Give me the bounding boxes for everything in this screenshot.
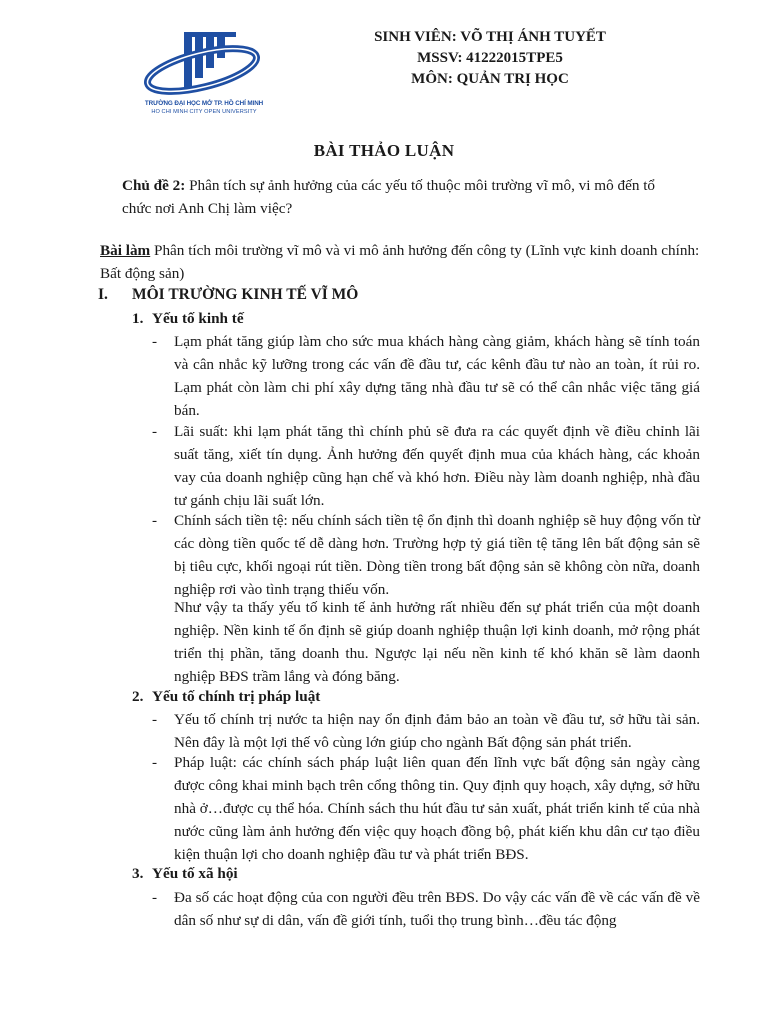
factor-title: Yếu tố chính trị pháp luật (152, 688, 321, 705)
dash-bullet-icon: - (152, 711, 158, 728)
logo-university-name-en: HO CHI MINH CITY OPEN UNIVERSITY (151, 109, 257, 115)
university-logo (138, 28, 270, 124)
logo-university-name-vi: TRƯỜNG ĐẠI HỌC MỞ TP. HỒ CHÍ MINH (144, 100, 264, 107)
student-name: SINH VIÊN: VÕ THỊ ÁNH TUYẾT (374, 29, 606, 45)
topic-label: Chủ đề 2: (122, 177, 186, 194)
student-id: MSSV: 41222015TPE5 (417, 50, 563, 66)
factor-heading (132, 307, 244, 330)
bullet-text: Lạm phát tăng giúp làm cho sức mua khách hàng càng giảm, khách hàng sẽ tính toán và cân nhắc kỹ lưỡng trong các vấn đề đầu tư, các kênh đầu tư nào an toàn, ít rủi ro. Lạm phát còn làm chi phí xây dựng tăng nhà đầu tư sẽ có thể cân nhắc việc tăng giá bán. (174, 333, 700, 419)
factor-number: 2. (132, 688, 144, 705)
bullet-text: Chính sách tiền tệ: nếu chính sách tiền tệ ổn định thì doanh nghiệp sẽ huy động vốn từ các dòng tiền quốc tế dễ dàng hơn. Trường hợp tỷ giá tiền tệ tăng lên bất động sản sẽ bị tiêu cực, khối ngoại rút tiền. Dòng tiền trong bất động sản sẽ không còn nữa, doanh nghiệp rơi vào tình trạng thiếu vốn. (174, 512, 700, 598)
topic-paragraph (122, 174, 662, 220)
factor-title: Yếu tố kinh tế (152, 310, 244, 327)
conclusion-paragraph: Như vậy ta thấy yếu tố kinh tế ảnh hưởng rất nhiều đến sự phát triển của một doanh nghiệp. Nền kinh tế ổn định sẽ giúp doanh nghiệp thuận lợi kinh doanh, mở rộng phát triển thị phần, tăng doanh thu. Ngược lại nếu nền kinh tế khó khăn sẽ làm daonh nghiệp BĐS trầm lắng và đóng băng. (174, 599, 700, 685)
dash-bullet-icon: - (152, 889, 158, 906)
bullet-text: Đa số các hoạt động của con người đều trên BĐS. Do vậy các vấn đề về các vấn đề về dân số như sự di dân, vấn đề giới tính, tuổi thọ trung bình…đều tác động (174, 889, 700, 929)
bullet-text: Yếu tố chính trị nước ta hiện nay ổn định đảm bảo an toàn về đầu tư, sở hữu tài sản. Nên đây là một lợi thế vô cùng lớn giúp cho ngành Bất động sản phát triển. (174, 711, 700, 751)
section-number: I. (98, 286, 108, 303)
work-label: Bài làm (100, 242, 151, 259)
bullet-text: Lãi suất: khi lạm phát tăng thì chính phủ sẽ đưa ra các quyết định về điều chỉnh lãi suất tăng, xiết tín dụng. Ảnh hưởng đến quyết định mua của khách hàng, các khoản vay của doanh nghiệp cũng hạn chế và khó hơn. Điều này làm doanh nghiệp, nhà đầu tư gánh chịu lãi suất lớn. (174, 423, 700, 509)
bullet-item (152, 886, 700, 932)
bullet-item (152, 708, 700, 754)
factor-number: 1. (132, 310, 144, 327)
document-title: BÀI THẢO LUẬN (313, 141, 455, 160)
work-paragraph (100, 239, 700, 285)
section-heading (98, 283, 358, 306)
bullet-item (152, 420, 700, 512)
factor-heading (132, 862, 238, 885)
bullet-item (152, 751, 700, 866)
dash-bullet-icon: - (152, 512, 158, 529)
factor-title: Yếu tố xã hội (152, 865, 238, 882)
student-info (340, 27, 640, 90)
subject-name: MÔN: QUẢN TRỊ HỌC (411, 71, 569, 87)
work-text: Phân tích môi trường vĩ mô và vi mô ảnh hưởng đến công ty (Lĩnh vực kinh doanh chính: Bất động sản) (100, 242, 700, 282)
dash-bullet-icon: - (152, 754, 158, 771)
dash-bullet-icon: - (152, 423, 158, 440)
factor-heading (132, 685, 320, 708)
bullet-text: Pháp luật: các chính sách pháp luật liên quan đến lĩnh vực bất động sản ngày càng được công khai minh bạch trên cổng thông tin. Quy định quy hoạch, xây dựng, sở hữu nhà ở…được cụ thể hóa. Chính sách thu hút đầu tư sản xuất, phát triển kinh tế của nhà nước cũng làm ảnh hưởng đến việc quy hoạch đồng bộ, phát kiến khu dân cư tạo điều kiện thuận lợi cho doanh nghiệp đầu tư và phát triển BĐS. (174, 754, 700, 863)
factor-number: 3. (132, 865, 144, 882)
bullet-item (152, 509, 700, 601)
topic-text: Phân tích sự ảnh hưởng của các yếu tố thuộc môi trường vĩ mô, vi mô đến tổ chức nơi Anh Chị làm việc? (122, 177, 656, 217)
section-title: MÔI TRƯỜNG KINH TẾ VĨ MÔ (132, 286, 359, 303)
dash-bullet-icon: - (152, 333, 158, 350)
bullet-item (152, 330, 700, 422)
university-emblem-icon (138, 28, 270, 100)
